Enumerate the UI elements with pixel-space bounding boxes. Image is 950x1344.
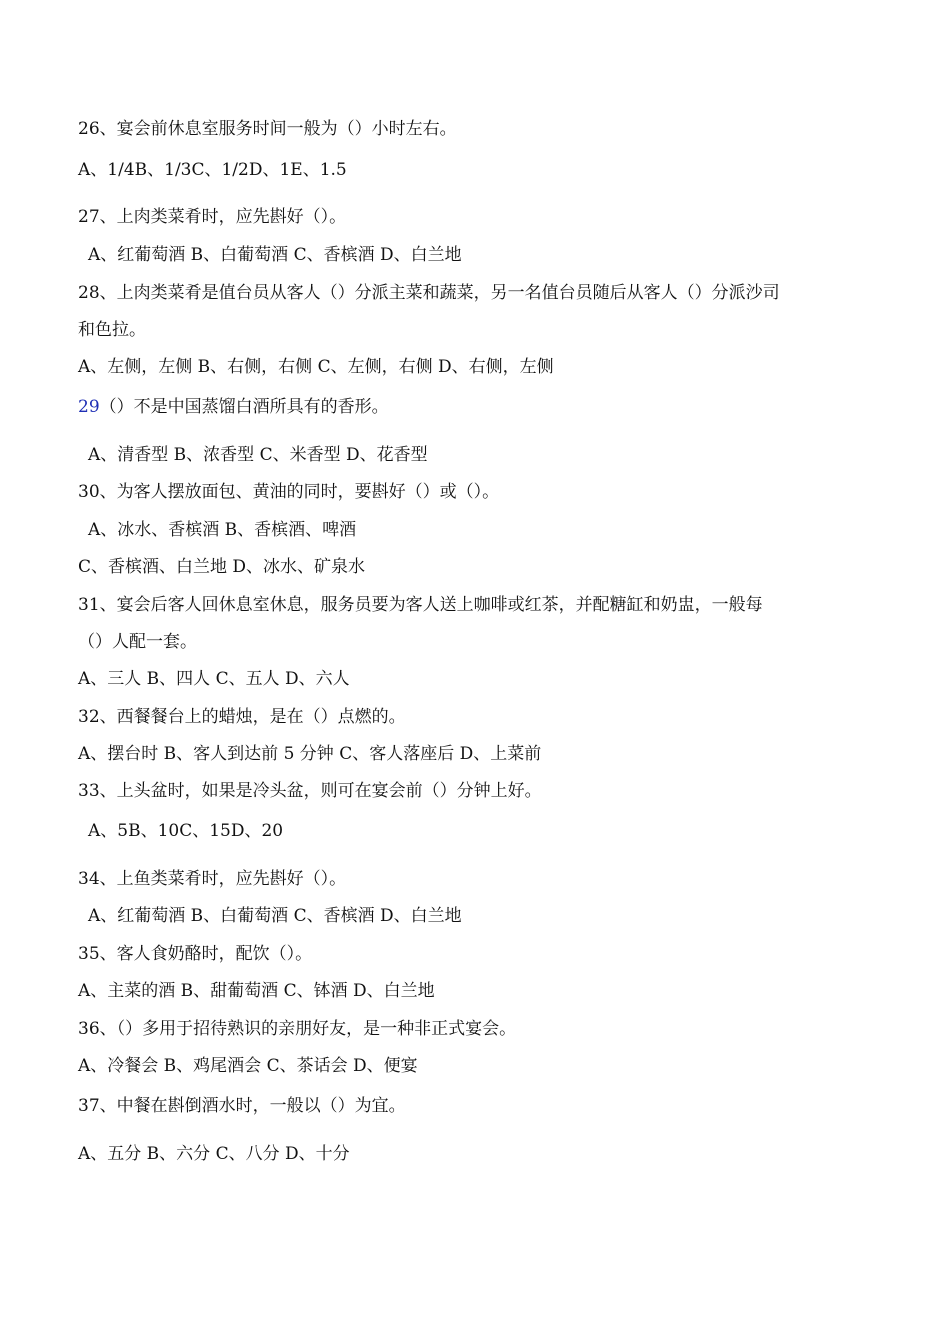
question-28-cont: 和色拉。 [78,320,146,340]
options-35: A、主菜的酒 B、甜葡萄酒 C、钵酒 D、白兰地 [78,981,435,1001]
question-31: 31、宴会后客人回休息室休息，服务员要为客人送上咖啡或红茶，并配糖缸和奶盅，一般每 [78,595,763,615]
question-33: 33、上头盆时，如果是冷头盆，则可在宴会前（）分钟上好。 [78,781,542,801]
question-31-cont: （）人配一套。 [78,632,197,652]
options-27: A、红葡萄酒 B、白葡萄酒 C、香槟酒 D、白兰地 [88,245,462,265]
question-27: 27、上肉类菜肴时，应先斟好（）。 [78,207,347,227]
options-28: A、左侧，左侧 B、右侧，右侧 C、左侧，右侧 D、右侧，左侧 [78,357,554,377]
question-29-number: 29 [78,397,100,417]
options-29: A、清香型 B、浓香型 C、米香型 D、花香型 [88,445,428,465]
question-34: 34、上鱼类菜肴时，应先斟好（）。 [78,869,347,889]
question-26: 26、宴会前休息室服务时间一般为（）小时左右。 [78,119,457,139]
options-30-ab: A、冰水、香槟酒 B、香槟酒、啤酒 [88,520,357,540]
question-28: 28、上肉类菜肴是值台员从客人（）分派主菜和蔬菜，另一名值台员随后从客人（）分派沙司 [78,283,780,303]
question-29-text: （）不是中国蒸馏白酒所具有的香形。 [99,397,389,417]
options-31: A、三人 B、四人 C、五人 D、六人 [78,669,350,689]
options-26: A、1/4B、1/3C、1/2D、1E、1.5 [78,160,347,180]
question-36: 36、（）多用于招待熟识的亲朋好友，是一种非正式宴会。 [78,1019,517,1039]
options-33: A、5B、10C、15D、20 [88,821,284,841]
options-30-cd: C、香槟酒、白兰地 D、冰水、矿泉水 [78,557,366,577]
options-34: A、红葡萄酒 B、白葡萄酒 C、香槟酒 D、白兰地 [88,906,462,926]
question-37: 37、中餐在斟倒酒水时，一般以（）为宜。 [78,1096,406,1116]
question-35: 35、客人食奶酪时，配饮（）。 [78,944,313,964]
question-29 [78,396,878,418]
options-36: A、冷餐会 B、鸡尾酒会 C、茶话会 D、便宴 [78,1056,418,1076]
options-32: A、摆台时 B、客人到达前 5 分钟 C、客人落座后 D、上菜前 [78,744,542,764]
question-32: 32、西餐餐台上的蜡烛，是在（）点燃的。 [78,707,406,727]
options-37: A、五分 B、六分 C、八分 D、十分 [78,1144,350,1164]
question-30: 30、为客人摆放面包、黄油的同时，要斟好（）或（）。 [78,482,500,502]
